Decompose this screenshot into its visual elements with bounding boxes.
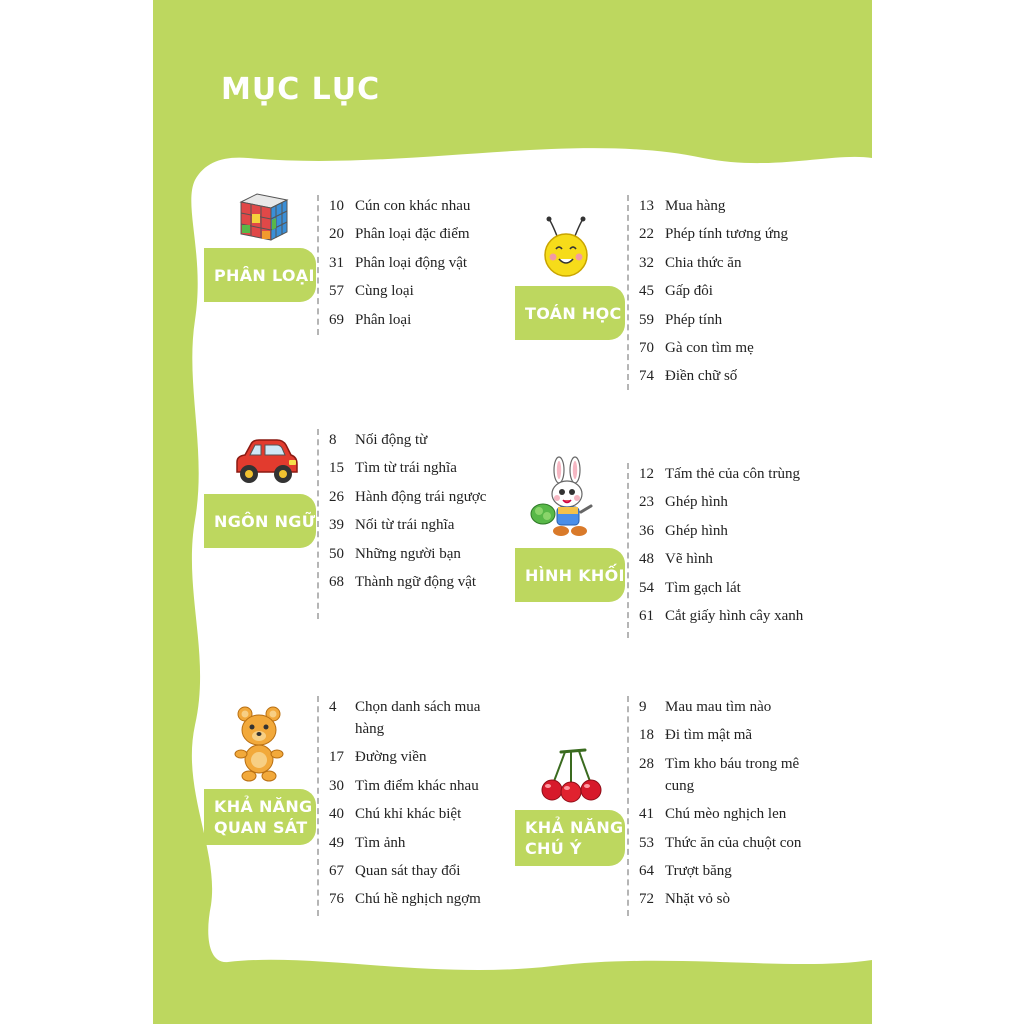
entry-title: Phân loại động vật [355,254,468,271]
page-number: 26 [329,488,344,505]
category-label-line-1: KHẢ NĂNG [525,818,624,837]
page-number: 22 [639,226,654,243]
page-number: 12 [639,466,654,482]
toc-entry[interactable] [639,309,839,331]
toc-entry[interactable] [639,803,819,825]
toc-list-phan-loai [317,195,519,335]
entry-title: Tìm từ trái nghĩa [355,460,457,477]
toc-entry[interactable] [329,429,529,451]
page-number: 15 [329,460,344,477]
page-number: 40 [329,806,344,823]
toc-entry[interactable] [639,223,839,245]
page-number: 10 [329,198,344,214]
entry-title: Những người bạn [355,545,461,562]
page-number: 31 [329,254,344,271]
page-number: 48 [639,551,654,568]
entry-title: Mua hàng [665,198,726,214]
page-number: 20 [329,226,344,243]
entry-title: Nối từ trái nghĩa [355,517,455,534]
category-tab-hinh-khoi[interactable] [515,548,625,602]
page-number: 9 [639,699,647,715]
page-number: 41 [639,806,654,823]
toc-entry[interactable] [639,724,819,746]
toc-entry[interactable] [329,571,529,593]
entry-title: Gấp đôi [665,283,713,300]
toc-entry[interactable] [639,753,819,797]
category-label-line-2: CHÚ Ý [525,839,582,858]
entry-title: Phân loại [355,311,412,328]
toc-list-toan-hoc [627,195,839,390]
smiley-face-icon [539,216,593,278]
entry-title: Phép tính [665,311,723,328]
toc-entry[interactable] [639,463,839,485]
toc-entry[interactable] [639,577,839,599]
entry-title: Tìm kho báu trong mê cung [665,755,800,794]
entry-title: Mau mau tìm nào [665,699,772,715]
entry-title: Nối động từ [355,432,428,448]
entry-title: Thành ngữ động vật [355,573,477,590]
toc-entry[interactable] [639,365,839,387]
page-number: 64 [639,862,654,879]
category-tab-phan-loai[interactable] [204,248,316,302]
entry-title: Cùng loại [355,283,414,300]
toc-entry[interactable] [639,252,839,274]
toc-entry[interactable] [329,860,509,882]
category-tab-kha-nang-chu-y[interactable] [515,810,625,866]
toc-entry[interactable] [329,514,529,536]
category-tab-ngon-ngu[interactable] [204,494,316,548]
page-number: 49 [329,834,344,851]
toc-entry[interactable] [639,280,839,302]
page-number: 57 [329,283,344,300]
toc-entry[interactable] [639,195,839,217]
toc-entry[interactable] [639,520,839,542]
toc-entry[interactable] [329,486,529,508]
page-number: 59 [639,311,654,328]
entry-title: Ghép hình [665,494,728,511]
entry-title: Cún con khác nhau [355,198,471,214]
entry-title: Đi tìm mật mã [665,727,753,744]
page-background [153,0,872,1024]
entry-title: Tìm điểm khác nhau [355,777,479,794]
toc-entry[interactable] [329,252,519,274]
toc-entry[interactable] [329,803,509,825]
category-label: TOÁN HỌC [525,303,622,323]
entry-title: Đường viền [355,749,427,766]
page-number: 23 [639,494,654,511]
category-tab-kha-nang-quan-sat[interactable] [204,789,316,845]
page-number: 74 [639,368,654,385]
entry-title: Điền chữ số [665,368,738,385]
toc-entry[interactable] [329,746,509,768]
entry-title: Chú khỉ khác biệt [355,806,462,823]
toc-entry[interactable] [639,860,819,882]
toc-entry[interactable] [639,832,819,854]
page-number: 68 [329,573,344,590]
toc-entry[interactable] [329,696,509,740]
page-number: 18 [639,727,654,744]
page-number: 67 [329,862,344,879]
page-number: 8 [329,432,337,448]
entry-title: Ghép hình [665,522,728,539]
page-number: 54 [639,579,654,596]
entry-title: Tìm gạch lát [665,579,741,596]
page-number: 17 [329,749,344,766]
page-number: 36 [639,522,654,539]
page-number: 61 [639,607,654,624]
entry-title: Quan sát thay đổi [355,862,461,879]
cherries-icon [539,746,605,804]
entry-title: Chia thức ăn [665,254,742,271]
toc-entry[interactable] [329,775,509,797]
page-number: 69 [329,311,344,328]
page-number: 70 [639,339,654,356]
toc-entry[interactable] [329,888,509,910]
toc-entry[interactable] [329,543,529,565]
rubiks-cube-icon [237,192,291,242]
page-number: 76 [329,891,344,908]
toc-entry[interactable] [329,195,519,217]
page-number: 45 [639,283,654,300]
toc-entry[interactable] [329,457,529,479]
page-number: 39 [329,517,344,534]
entry-title: Tấm thẻ của côn trùng [665,466,800,482]
entry-title: Gà con tìm mẹ [665,339,754,356]
category-label: HÌNH KHỐI [525,565,625,585]
toc-entry[interactable] [639,337,839,359]
toc-entry[interactable] [329,280,519,302]
page-number: 28 [639,755,654,772]
entry-title: Thức ăn của chuột con [665,834,802,851]
toc-entry[interactable] [329,309,519,331]
entry-title: Nhặt vỏ sò [665,891,730,908]
toc-entry[interactable] [329,832,509,854]
category-label-line-1: KHẢ NĂNG [214,797,313,816]
toc-entry[interactable] [639,548,839,570]
category-label-line-2: QUAN SÁT [214,818,308,837]
toc-list-ngon-ngu [317,429,529,619]
toc-entry[interactable] [639,491,839,513]
category-tab-toan-hoc[interactable] [515,286,625,340]
entry-title: Phân loại đặc điểm [355,226,470,243]
category-label: NGÔN NGỮ [214,511,316,531]
toc-list-kha-nang-chu-y [627,696,819,916]
toc-list-hinh-khoi [627,463,839,638]
page-number: 4 [329,699,337,715]
toc-entry[interactable] [639,888,819,910]
teddy-bear-icon [229,704,289,784]
page-number: 32 [639,254,654,271]
page-title: MỤC LỤC [221,72,381,107]
entry-title: Hành động trái ngược [355,488,487,505]
rabbit-icon [527,456,603,540]
toc-entry[interactable] [639,696,819,718]
page-number: 13 [639,198,654,214]
toy-car-icon [231,436,299,488]
entry-title: Chú mèo nghịch len [665,806,787,823]
category-label: PHÂN LOẠI [214,265,315,285]
entry-title: Cắt giấy hình cây xanh [665,607,804,624]
entry-title: Tìm ảnh [355,834,406,851]
page-number: 72 [639,891,654,908]
entry-title: Trượt băng [665,862,732,879]
entry-title: Chọn danh sách mua hàng [355,699,481,737]
page-number: 30 [329,777,344,794]
page-number: 50 [329,545,344,562]
entry-title: Vẽ hình [665,551,713,568]
toc-list-kha-nang-quan-sat [317,696,509,916]
toc-entry[interactable] [329,223,519,245]
page-number: 53 [639,834,654,851]
entry-title: Chú hề nghịch ngợm [355,891,481,908]
entry-title: Phép tính tương ứng [665,226,788,243]
toc-entry[interactable] [639,605,839,627]
